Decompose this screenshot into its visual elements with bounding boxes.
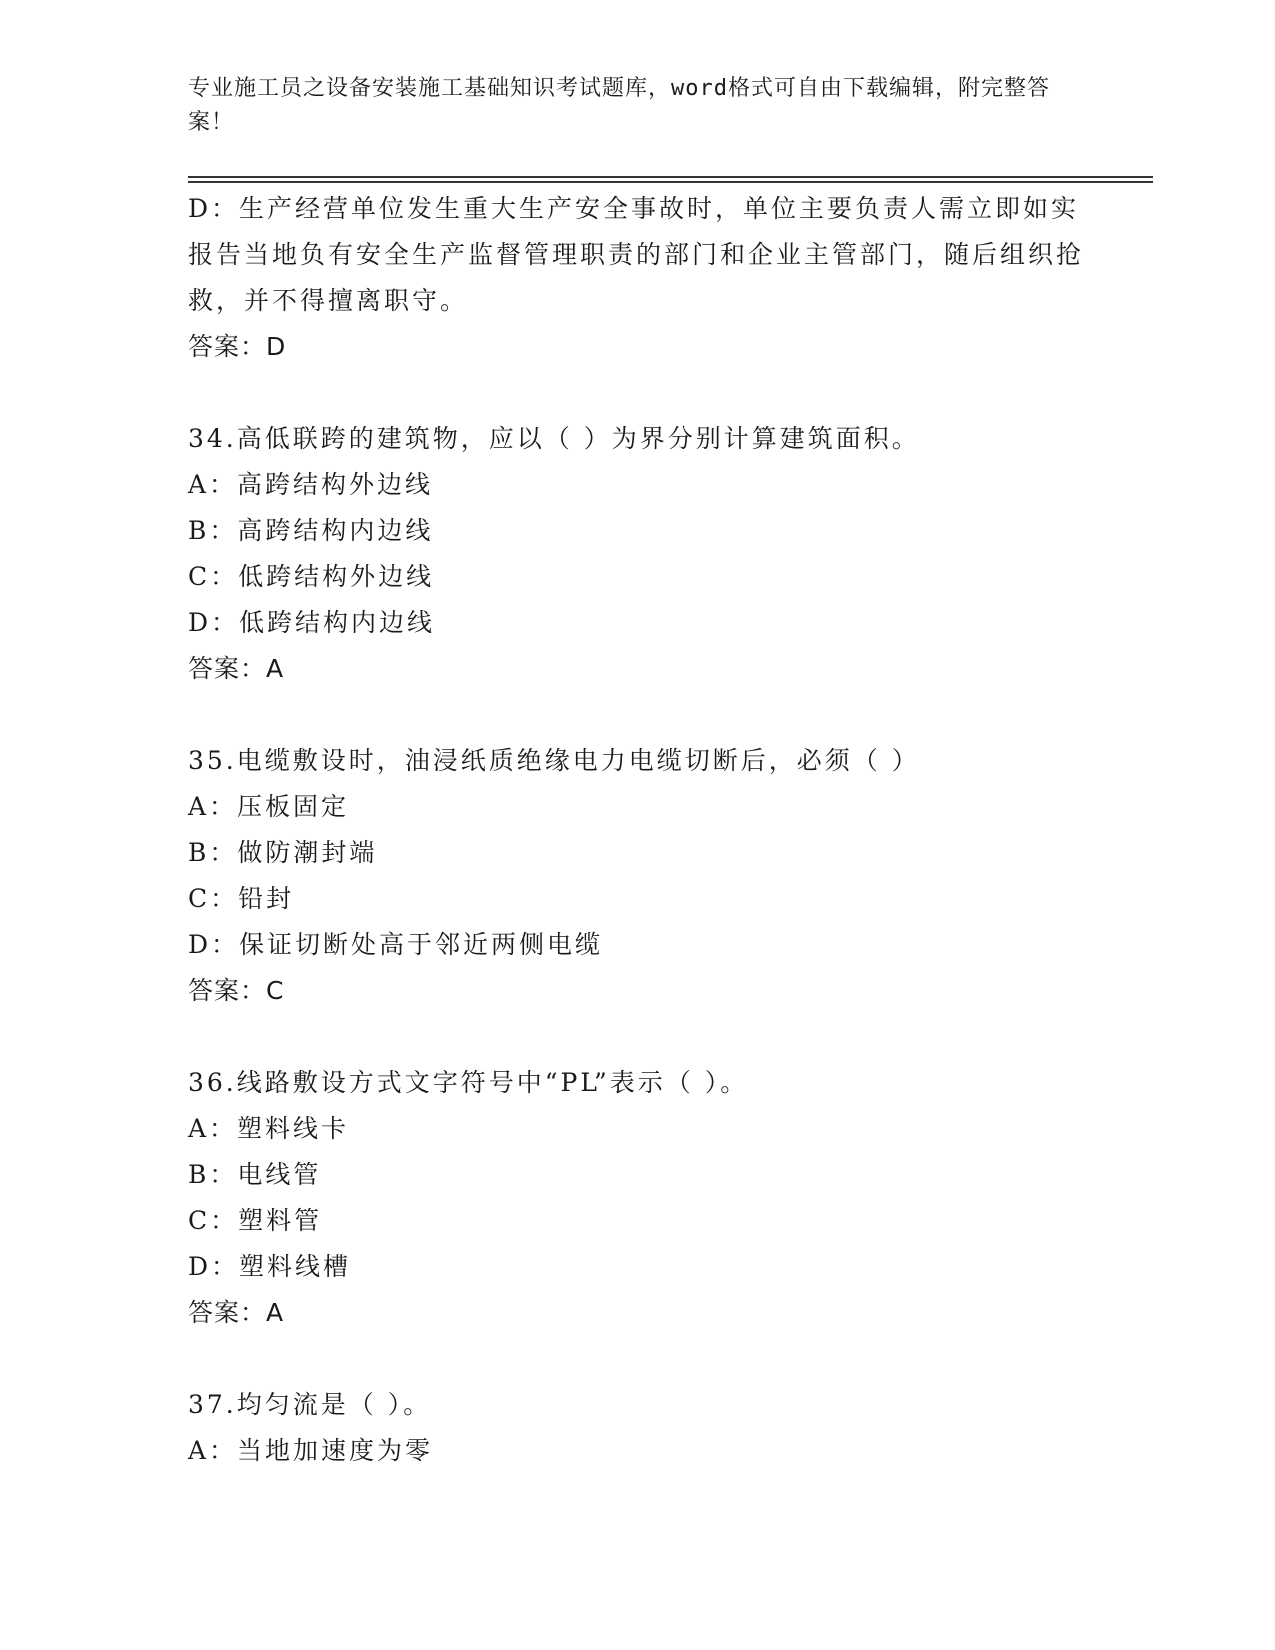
question-36 bbox=[188, 1060, 1088, 1336]
answer-line: 答案：A bbox=[188, 1298, 285, 1327]
option-text: D：生产经营单位发生重大生产安全事故时，单位主要负责人需立即如实报告当地负有安全生产监督管理职责的部门和企业主管部门，随后组织抢救，并不得擅离职守。 bbox=[188, 194, 1085, 315]
option-c: C：塑料管 bbox=[188, 1206, 323, 1235]
header-divider-second bbox=[188, 181, 1153, 183]
answer-line: 答案：D bbox=[188, 332, 287, 361]
option-d: D：保证切断处高于邻近两侧电缆 bbox=[188, 930, 604, 959]
header-title: 专业施工员之设备安装施工基础知识考试题库，word格式可自由下载编辑，附完整答案！ bbox=[188, 76, 1050, 135]
question-stem: 34.高低联跨的建筑物，应以（ ）为界分别计算建筑面积。 bbox=[188, 424, 920, 453]
page-header bbox=[188, 72, 1068, 140]
spacer bbox=[188, 1014, 1088, 1060]
question-list bbox=[188, 186, 1088, 1474]
question-stem: 37.均匀流是（ ）。 bbox=[188, 1390, 432, 1419]
option-d: D：塑料线槽 bbox=[188, 1252, 352, 1281]
option-a: A：压板固定 bbox=[188, 792, 350, 821]
option-b: B：高跨结构内边线 bbox=[188, 516, 434, 545]
previous-question-tail bbox=[188, 186, 1088, 370]
option-a: A：高跨结构外边线 bbox=[188, 470, 434, 499]
option-d: D：低跨结构内边线 bbox=[188, 608, 436, 637]
question-35 bbox=[188, 738, 1088, 1014]
option-c: C：铅封 bbox=[188, 884, 295, 913]
answer-line: 答案：A bbox=[188, 654, 285, 683]
question-34 bbox=[188, 416, 1088, 692]
option-a: A：塑料线卡 bbox=[188, 1114, 350, 1143]
option-b: B：做防潮封端 bbox=[188, 838, 378, 867]
spacer bbox=[188, 692, 1088, 738]
question-stem: 36.线路敷设方式文字符号中“PL”表示（ ）。 bbox=[188, 1068, 749, 1097]
answer-line: 答案：C bbox=[188, 976, 285, 1005]
spacer bbox=[188, 370, 1088, 416]
header-divider bbox=[188, 176, 1153, 178]
spacer bbox=[188, 1336, 1088, 1382]
option-a: A：当地加速度为零 bbox=[188, 1436, 434, 1465]
option-c: C：低跨结构外边线 bbox=[188, 562, 435, 591]
option-b: B：电线管 bbox=[188, 1160, 322, 1189]
question-37 bbox=[188, 1382, 1088, 1474]
question-stem: 35.电缆敷设时，油浸纸质绝缘电力电缆切断后，必须（ ） bbox=[188, 746, 920, 775]
